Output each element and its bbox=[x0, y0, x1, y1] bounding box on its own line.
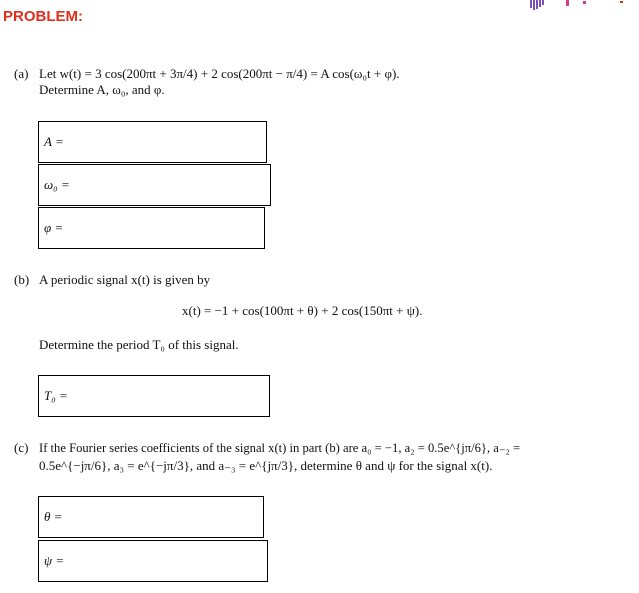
answer-box-t0[interactable] bbox=[38, 375, 270, 417]
answer-label-theta: θ = bbox=[44, 509, 63, 524]
part-a-marker: (a) bbox=[14, 66, 29, 81]
answer-label-omega0: ω₀ = bbox=[44, 177, 70, 192]
answer-label-a: A = bbox=[44, 134, 64, 149]
answer-box-phi[interactable] bbox=[38, 207, 265, 249]
part-b-equation: x(t) = −1 + cos(100πt + θ) + 2 cos(150πt + ψ). bbox=[182, 303, 423, 318]
answer-box-omega0[interactable] bbox=[38, 164, 271, 206]
answer-label-phi: φ = bbox=[44, 220, 64, 235]
decorative-header-graphic bbox=[528, 0, 639, 10]
answer-box-theta[interactable] bbox=[38, 496, 264, 538]
page-title: PROBLEM: bbox=[3, 8, 83, 25]
part-c-statement-line2: 0.5e^{−jπ/6}, a₃ = e^{−jπ/3}, and a₋₃ = e^{jπ/3}, determine θ and ψ for the signal x(t). bbox=[39, 458, 493, 473]
part-a-statement: Let w(t) = 3 cos(200πt + 3π/4) + 2 cos(200πt − π/4) = A cos(ω₀t + φ). bbox=[39, 66, 400, 81]
part-c-statement-line1: If the Fourier series coefficients of the signal x(t) in part (b) are a₀ = −1, a₂ = 0.5e^{jπ/6}, a₋₂ = bbox=[39, 441, 521, 455]
answer-label-psi: ψ = bbox=[44, 553, 65, 568]
part-c-marker: (c) bbox=[14, 440, 29, 455]
part-a-instruction: Determine A, ω₀, and φ. bbox=[39, 82, 165, 97]
answer-label-t0: T₀ = bbox=[44, 388, 68, 403]
answer-box-a[interactable] bbox=[38, 121, 267, 163]
part-b-statement: A periodic signal x(t) is given by bbox=[39, 272, 211, 287]
part-b-instruction: Determine the period T₀ of this signal. bbox=[39, 337, 239, 352]
answer-box-psi[interactable] bbox=[38, 540, 268, 582]
part-b-marker: (b) bbox=[14, 272, 30, 287]
